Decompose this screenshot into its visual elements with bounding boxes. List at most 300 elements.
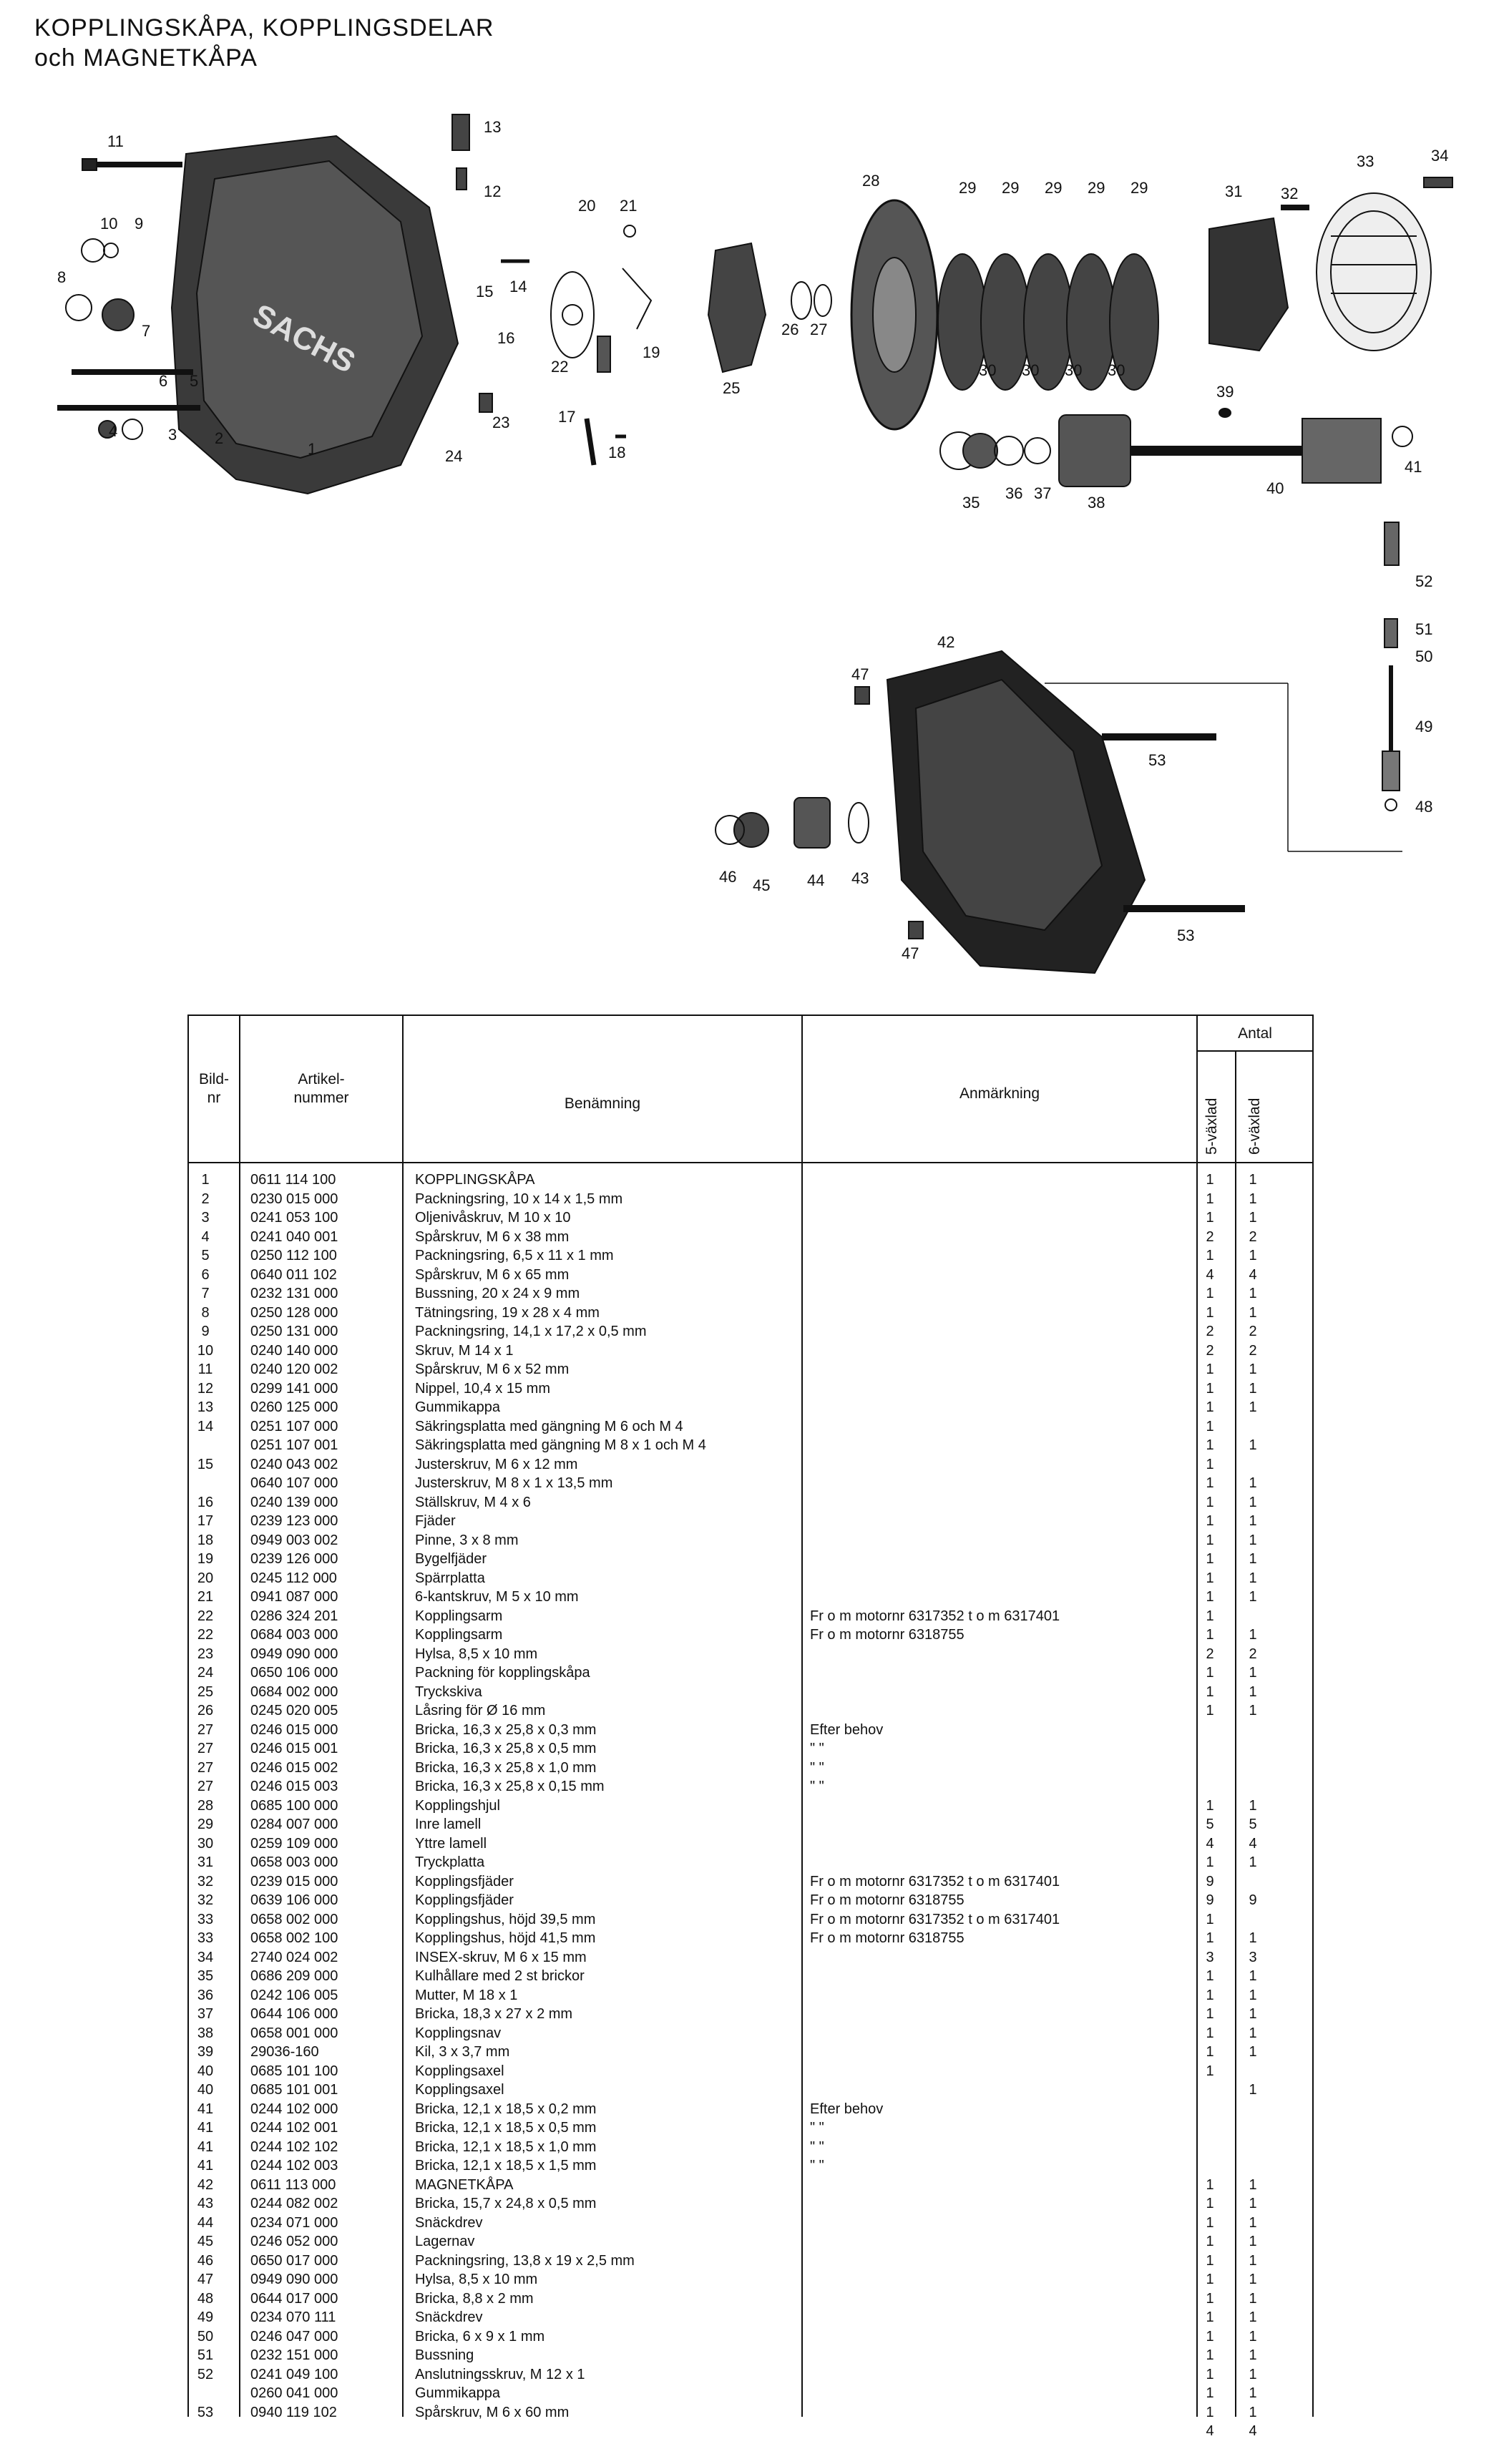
header-antal: Antal [1238,1025,1272,1042]
cell-antal-6-vaxlad: 4 [1249,1835,1257,1852]
table-row [187,2384,1314,2403]
parts-table [187,1015,1314,2439]
callout-29e: 29 [1130,179,1148,197]
cell-antal-5-vaxlad: 9 [1206,1873,1214,1889]
cell-benamning: KOPPLINGSKÅPA [415,1172,535,1188]
cell-benamning: Bricka, 6 x 9 x 1 mm [415,2328,545,2345]
cell-benamning: Tryckplatta [415,1854,485,1870]
cell-artikelnummer: 0232 151 000 [250,2347,338,2363]
cell-antal-5-vaxlad: 1 [1206,1248,1214,1263]
callout-30b: 30 [1022,361,1040,379]
cell-benamning: Packningsring, 13,8 x 19 x 2,5 mm [415,2252,635,2269]
cell-antal-5-vaxlad: 1 [1206,1911,1214,1927]
cell-artikelnummer: 0650 017 000 [250,2252,338,2269]
table-row [187,1228,1314,1247]
table-row [187,2365,1314,2385]
cell-artikelnummer: 0685 100 000 [250,1797,338,1814]
cell-antal-5-vaxlad: 1 [1206,1608,1214,1624]
cell-bild-nr: 5 [201,1248,210,1263]
callout-24: 24 [445,447,463,465]
cell-bild-nr: 50 [197,2328,214,2345]
cell-anmarkning: Efter behov [810,2101,884,2117]
cell-antal-5-vaxlad: 1 [1206,2214,1214,2231]
cell-bild-nr: 6 [201,1266,210,1283]
cell-bild-nr: 49 [197,2309,214,2325]
cell-antal-6-vaxlad: 1 [1249,1797,1257,1814]
cell-antal-6-vaxlad: 1 [1249,2025,1257,2041]
table-row [187,1190,1314,1209]
cell-antal-5-vaxlad: 1 [1206,1930,1214,1946]
cell-antal-5-vaxlad: 1 [1206,1418,1214,1434]
cell-artikelnummer: 0244 102 102 [250,2138,338,2155]
cell-artikelnummer: 0251 107 001 [250,1437,338,1453]
cell-benamning: Kopplingshus, höjd 39,5 mm [415,1911,596,1927]
cell-benamning: Tätningsring, 19 x 28 x 4 mm [415,1304,600,1321]
cell-benamning: Säkringsplatta med gängning M 8 x 1 och M 4 [415,1437,706,1453]
cell-bild-nr: 45 [197,2234,214,2249]
cell-antal-5-vaxlad: 1 [1206,1589,1214,1605]
cell-antal-5-vaxlad: 1 [1206,1437,1214,1453]
cell-antal-5-vaxlad: 4 [1206,2423,1214,2439]
cell-artikelnummer: 0250 131 000 [250,1324,338,1339]
cell-benamning: Kopplingsarm [415,1627,503,1643]
table-row [187,2043,1314,2062]
cell-antal-5-vaxlad: 1 [1206,2347,1214,2363]
cell-antal-6-vaxlad: 3 [1249,1949,1257,1965]
callout-53b: 53 [1177,927,1195,944]
cell-benamning: Bricka, 8,8 x 2 mm [415,2290,534,2307]
cell-benamning: Packning för kopplingskåpa [415,1665,590,1681]
table-row [187,1493,1314,1512]
table-row [187,1531,1314,1550]
callout-34: 34 [1431,147,1449,165]
callout-20: 20 [578,197,596,215]
cell-benamning: Bricka, 16,3 x 25,8 x 0,5 mm [415,1741,597,1756]
cell-benamning: Gummikappa [415,2385,500,2401]
title-line-2: och MAGNETKÅPA [34,44,258,72]
cell-benamning: Spårskruv, M 6 x 52 mm [415,1361,570,1377]
cell-bild-nr: 35 [197,1968,214,1984]
cell-benamning: Kopplingshjul [415,1797,500,1814]
cell-bild-nr: 4 [201,1228,210,1245]
table-row [187,1645,1314,1664]
cell-benamning: Spårskruv, M 6 x 38 mm [415,1228,570,1245]
header-5-vaxlad: 5-växlad [1203,1097,1220,1155]
table-row [187,2024,1314,2043]
cell-antal-6-vaxlad: 1 [1249,2006,1257,2022]
cell-bild-nr: 22 [197,1608,214,1624]
cell-artikelnummer: 0940 119 102 [250,2404,337,2420]
cell-antal-6-vaxlad: 1 [1249,1437,1257,1453]
cell-antal-6-vaxlad: 1 [1249,1683,1257,1700]
callout-5: 5 [190,372,199,390]
cell-antal-6-vaxlad: 4 [1249,2423,1257,2439]
table-row [187,2062,1314,2081]
table-row [187,2118,1314,2138]
cell-bild-nr: 22 [197,1627,214,1643]
cell-bild-nr: 11 [197,1361,213,1377]
cell-artikelnummer: 0234 071 000 [250,2214,338,2231]
cell-benamning: Kopplingsaxel [415,2082,504,2098]
cell-benamning: 6-kantskruv, M 5 x 10 mm [415,1589,579,1605]
cell-benamning: Bricka, 12,1 x 18,5 x 1,5 mm [415,2158,597,2174]
cell-anmarkning: Fr o m motornr 6318755 [810,1627,965,1643]
cell-antal-5-vaxlad: 1 [1206,1703,1214,1719]
callout-18: 18 [608,444,626,461]
cell-antal-6-vaxlad: 1 [1249,1968,1257,1984]
cell-artikelnummer: 0246 015 003 [250,1779,338,1794]
header-anmarkning: Anmärkning [959,1085,1040,1102]
cell-benamning: Ställskruv, M 4 x 6 [415,1494,531,1510]
cell-antal-5-vaxlad: 4 [1206,1835,1214,1852]
cell-artikelnummer: 0244 102 001 [250,2120,338,2136]
cell-bild-nr: 21 [197,1589,214,1605]
callout-37: 37 [1034,484,1052,502]
table-row [187,2346,1314,2365]
cell-antal-5-vaxlad: 1 [1206,2290,1214,2307]
callout-29a: 29 [959,179,977,197]
cell-benamning: Fjäder [415,1513,456,1529]
cell-benamning: Bussning [415,2347,474,2363]
cell-benamning: INSEX-skruv, M 6 x 15 mm [415,1949,587,1965]
cell-antal-6-vaxlad: 1 [1249,2328,1257,2345]
cell-bild-nr: 10 [197,1342,214,1359]
cell-benamning: Nippel, 10,4 x 15 mm [415,1380,550,1397]
table-row [187,1683,1314,1702]
cell-artikelnummer: 0284 007 000 [250,1817,338,1832]
cell-artikelnummer: 2740 024 002 [250,1949,338,1965]
cell-antal-6-vaxlad: 9 [1249,1892,1257,1908]
cell-bild-nr: 27 [197,1779,214,1794]
table-row [187,1777,1314,1796]
cell-artikelnummer: 0244 102 003 [250,2158,338,2174]
cell-antal-5-vaxlad: 1 [1206,2272,1214,2287]
table-row [187,1721,1314,1740]
cell-bild-nr: 13 [197,1399,214,1415]
cell-anmarkning: Fr o m motornr 6317352 t o m 6317401 [810,1608,1060,1624]
cell-artikelnummer: 0260 041 000 [250,2385,338,2401]
callout-1: 1 [308,440,317,458]
cell-artikelnummer: 0241 053 100 [250,1210,338,1226]
exploded-parts-diagram [0,93,1509,1009]
cell-benamning: Pinne, 3 x 8 mm [415,1532,519,1548]
cell-benamning: Bygelfjäder [415,1551,487,1567]
cell-bild-nr: 53 [197,2404,214,2420]
callout-47b: 47 [902,944,919,962]
callout-41: 41 [1405,458,1422,476]
cell-antal-6-vaxlad: 1 [1249,1532,1257,1548]
callout-50: 50 [1415,647,1433,665]
cell-benamning: Kopplingsfjäder [415,1892,514,1908]
table-row [187,1304,1314,1323]
cell-artikelnummer: 0245 020 005 [250,1703,338,1719]
cell-artikelnummer: 0658 002 100 [250,1930,338,1946]
cell-bild-nr: 8 [201,1304,210,1321]
cell-antal-5-vaxlad: 1 [1206,1172,1214,1188]
callout-29d: 29 [1088,179,1105,197]
cell-artikelnummer: 0658 002 000 [250,1911,338,1927]
cell-benamning: Bricka, 16,3 x 25,8 x 0,3 mm [415,1721,597,1738]
cell-bild-nr: 26 [197,1703,214,1719]
cell-antal-5-vaxlad: 1 [1206,2366,1214,2382]
cell-bild-nr: 34 [197,1949,214,1965]
cell-bild-nr: 33 [197,1911,214,1927]
table-row [187,2289,1314,2309]
cell-benamning: Packningsring, 10 x 14 x 1,5 mm [415,1191,623,1207]
cell-antal-6-vaxlad: 1 [1249,2196,1257,2211]
callout-51: 51 [1415,620,1433,638]
table-body [187,1170,1314,2441]
cell-anmarkning: Fr o m motornr 6318755 [810,1930,965,1946]
cell-benamning: Kopplingsfjäder [415,1873,514,1889]
cell-artikelnummer: 0230 015 000 [250,1191,338,1207]
callout-53a: 53 [1148,751,1166,769]
cell-benamning: Kulhållare med 2 st brickor [415,1968,585,1984]
table-row [187,1625,1314,1645]
cell-benamning: Bricka, 15,7 x 24,8 x 0,5 mm [415,2196,597,2211]
cell-bild-nr: 47 [197,2272,214,2287]
cell-antal-5-vaxlad: 1 [1206,1968,1214,1984]
cell-anmarkning: " " [810,2138,824,2155]
cell-antal-6-vaxlad: 1 [1249,1930,1257,1946]
cell-antal-5-vaxlad: 1 [1206,2328,1214,2345]
cell-antal-5-vaxlad: 1 [1206,2176,1214,2193]
cell-anmarkning: " " [810,1779,824,1794]
cell-bild-nr: 39 [197,2044,214,2060]
cell-antal-5-vaxlad: 4 [1206,1266,1214,1283]
cell-artikelnummer: 0640 107 000 [250,1475,338,1491]
table-row [187,1322,1314,1341]
cell-antal-6-vaxlad: 1 [1249,1570,1257,1586]
table-row [187,1815,1314,1834]
cell-antal-6-vaxlad: 1 [1249,1248,1257,1263]
cell-antal-6-vaxlad: 4 [1249,1266,1257,1283]
cell-antal-5-vaxlad: 1 [1206,2044,1214,2060]
cell-artikelnummer: 0234 070 111 [250,2309,336,2325]
cell-anmarkning: Fr o m motornr 6318755 [810,1892,965,1908]
header-6-vaxlad: 6-växlad [1246,1097,1263,1155]
table-row [187,2100,1314,2119]
cell-benamning: Tryckskiva [415,1683,482,1700]
cell-antal-5-vaxlad: 1 [1206,1854,1214,1870]
cell-bild-nr: 28 [197,1797,214,1814]
callout-16: 16 [497,329,515,347]
cell-antal-5-vaxlad: 3 [1206,1949,1214,1965]
cell-benamning: Bricka, 16,3 x 25,8 x 0,15 mm [415,1779,605,1794]
table-row [187,1360,1314,1379]
cell-artikelnummer: 0640 011 102 [250,1266,337,1283]
cell-antal-5-vaxlad: 5 [1206,1817,1214,1832]
cell-bild-nr: 48 [197,2290,214,2307]
cell-artikelnummer: 0686 209 000 [250,1968,338,1984]
table-row [187,1948,1314,1967]
callout-32: 32 [1281,185,1299,202]
table-row [187,1796,1314,1816]
cell-antal-6-vaxlad: 1 [1249,2272,1257,2287]
cell-antal-5-vaxlad: 1 [1206,1286,1214,1301]
callout-6: 6 [159,372,168,390]
callout-31: 31 [1225,182,1243,200]
cover-logo-text: SACHS [247,297,361,381]
cell-artikelnummer: 0241 040 001 [250,1228,338,1245]
cell-antal-5-vaxlad: 1 [1206,1683,1214,1700]
cell-antal-6-vaxlad: 1 [1249,2347,1257,2363]
cell-bild-nr: 38 [197,2025,214,2041]
table-row [187,1607,1314,1626]
cell-antal-6-vaxlad: 1 [1249,2176,1257,2193]
cell-antal-6-vaxlad: 1 [1249,2214,1257,2231]
cell-artikelnummer: 0639 106 000 [250,1892,338,1908]
cell-antal-5-vaxlad: 1 [1206,2006,1214,2022]
cell-antal-5-vaxlad: 2 [1206,1324,1214,1339]
table-row [187,1569,1314,1588]
table-row [187,2232,1314,2252]
cell-artikelnummer: 0941 087 000 [250,1589,338,1605]
cell-antal-5-vaxlad: 1 [1206,1380,1214,1397]
callout-40: 40 [1266,479,1284,497]
table-row [187,1512,1314,1531]
cell-antal-6-vaxlad: 1 [1249,1589,1257,1605]
table-row [187,1929,1314,1948]
cell-benamning: Oljenivåskruv, M 10 x 10 [415,1210,571,1226]
callout-10: 10 [100,215,118,233]
cell-anmarkning: " " [810,2158,824,2174]
cell-artikelnummer: 29036-160 [250,2044,319,2060]
cell-artikelnummer: 0241 049 100 [250,2366,338,2382]
cell-antal-6-vaxlad: 1 [1249,1494,1257,1510]
callout-17: 17 [558,408,576,426]
cell-antal-5-vaxlad: 2 [1206,1646,1214,1662]
cell-bild-nr: 42 [197,2176,214,2193]
cell-benamning: Bricka, 16,3 x 25,8 x 1,0 mm [415,1759,597,1776]
cell-antal-6-vaxlad: 5 [1249,1817,1257,1832]
cell-bild-nr: 20 [197,1570,214,1586]
callout-11: 11 [107,132,124,150]
cell-artikelnummer: 0244 102 000 [250,2101,338,2117]
table-row [187,1550,1314,1569]
cell-benamning: Kopplingsarm [415,1608,503,1624]
cell-benamning: Kopplingshus, höjd 41,5 mm [415,1930,596,1946]
cell-anmarkning: Efter behov [810,1721,884,1738]
cell-antal-6-vaxlad: 1 [1249,2290,1257,2307]
table-row [187,1436,1314,1455]
cell-antal-5-vaxlad: 1 [1206,1399,1214,1415]
table-row [187,1455,1314,1475]
header-artikelnummer: Artikel- nummer [293,1071,349,1106]
cell-artikelnummer: 0246 015 000 [250,1721,338,1738]
cell-bild-nr: 23 [197,1646,214,1662]
cell-antal-6-vaxlad: 1 [1249,2404,1257,2420]
callout-7: 7 [142,322,151,340]
cell-antal-5-vaxlad: 1 [1206,1361,1214,1377]
table-row [187,1266,1314,1285]
cell-antal-5-vaxlad: 1 [1206,1627,1214,1643]
cell-artikelnummer: 0239 015 000 [250,1873,338,1889]
cell-antal-5-vaxlad: 1 [1206,1304,1214,1321]
cell-bild-nr: 40 [197,2082,214,2098]
cell-benamning: Justerskruv, M 6 x 12 mm [415,1456,578,1472]
cell-antal-5-vaxlad: 1 [1206,2063,1214,2079]
cell-antal-6-vaxlad: 1 [1249,1627,1257,1643]
cell-antal-6-vaxlad: 1 [1249,1380,1257,1397]
cell-benamning: Inre lamell [415,1817,482,1832]
callout-39: 39 [1216,383,1234,401]
header-benamning: Benämning [564,1095,641,1112]
cell-antal-5-vaxlad: 1 [1206,1191,1214,1207]
cell-anmarkning: " " [810,2120,824,2136]
cell-bild-nr: 27 [197,1759,214,1776]
cell-antal-6-vaxlad: 1 [1249,1551,1257,1567]
callout-27: 27 [810,321,828,338]
cell-antal-5-vaxlad: 1 [1206,2309,1214,2325]
callout-15: 15 [476,283,494,300]
cell-bild-nr: 15 [197,1456,214,1472]
cell-artikelnummer: 0240 043 002 [250,1456,338,1472]
cell-artikelnummer: 0244 082 002 [250,2196,338,2211]
page-title [34,13,494,73]
cell-bild-nr: 12 [197,1380,214,1397]
table-row [187,1986,1314,2005]
cell-artikelnummer: 0658 003 000 [250,1854,338,1870]
table-row [187,2252,1314,2271]
callout-52: 52 [1415,572,1433,590]
callout-43: 43 [851,869,869,887]
callout-45: 45 [753,876,771,894]
cell-benamning: Hylsa, 8,5 x 10 mm [415,2272,538,2287]
cell-bild-nr: 7 [201,1286,210,1301]
table-row [187,2270,1314,2289]
cell-benamning: Bricka, 12,1 x 18,5 x 1,0 mm [415,2138,597,2155]
cell-antal-6-vaxlad: 1 [1249,1361,1257,1377]
table-row [187,1910,1314,1930]
table-row [187,1872,1314,1892]
callout-19: 19 [643,343,660,361]
cell-bild-nr: 43 [197,2196,214,2211]
cell-artikelnummer: 0650 106 000 [250,1665,338,1681]
cell-bild-nr: 27 [197,1721,214,1738]
cell-artikelnummer: 0684 002 000 [250,1683,338,1700]
callout-28: 28 [862,172,880,190]
table-row [187,2081,1314,2100]
cell-benamning: Säkringsplatta med gängning M 6 och M 4 [415,1418,683,1434]
cell-bild-nr: 41 [197,2101,214,2117]
cell-antal-5-vaxlad: 1 [1206,2252,1214,2269]
cell-artikelnummer: 0260 125 000 [250,1399,338,1415]
cell-antal-6-vaxlad: 1 [1249,1191,1257,1207]
cell-bild-nr: 19 [197,1551,214,1567]
cell-benamning: Lagernav [415,2234,475,2249]
table-row [187,1834,1314,1854]
callout-30c: 30 [1065,361,1083,379]
table-row [187,1208,1314,1228]
cell-antal-6-vaxlad: 1 [1249,2234,1257,2249]
cell-bild-nr: 33 [197,1930,214,1946]
cell-artikelnummer: 0286 324 201 [250,1608,338,1624]
cell-artikelnummer: 0246 052 000 [250,2234,338,2249]
cell-artikelnummer: 0949 003 002 [250,1532,338,1548]
cell-antal-6-vaxlad: 1 [1249,2044,1257,2060]
cell-benamning: Snäckdrev [415,2309,483,2325]
cell-bild-nr: 18 [197,1532,214,1548]
callout-49: 49 [1415,718,1433,735]
cell-benamning: Kopplingsaxel [415,2063,504,2079]
cell-benamning: Packningsring, 14,1 x 17,2 x 0,5 mm [415,1324,647,1339]
table-row [187,1379,1314,1399]
cell-antal-5-vaxlad: 1 [1206,2404,1214,2420]
cell-artikelnummer: 0611 114 100 [250,1172,336,1188]
cell-antal-6-vaxlad: 1 [1249,2309,1257,2325]
cell-benamning: Spårskruv, M 6 x 60 mm [415,2404,570,2420]
